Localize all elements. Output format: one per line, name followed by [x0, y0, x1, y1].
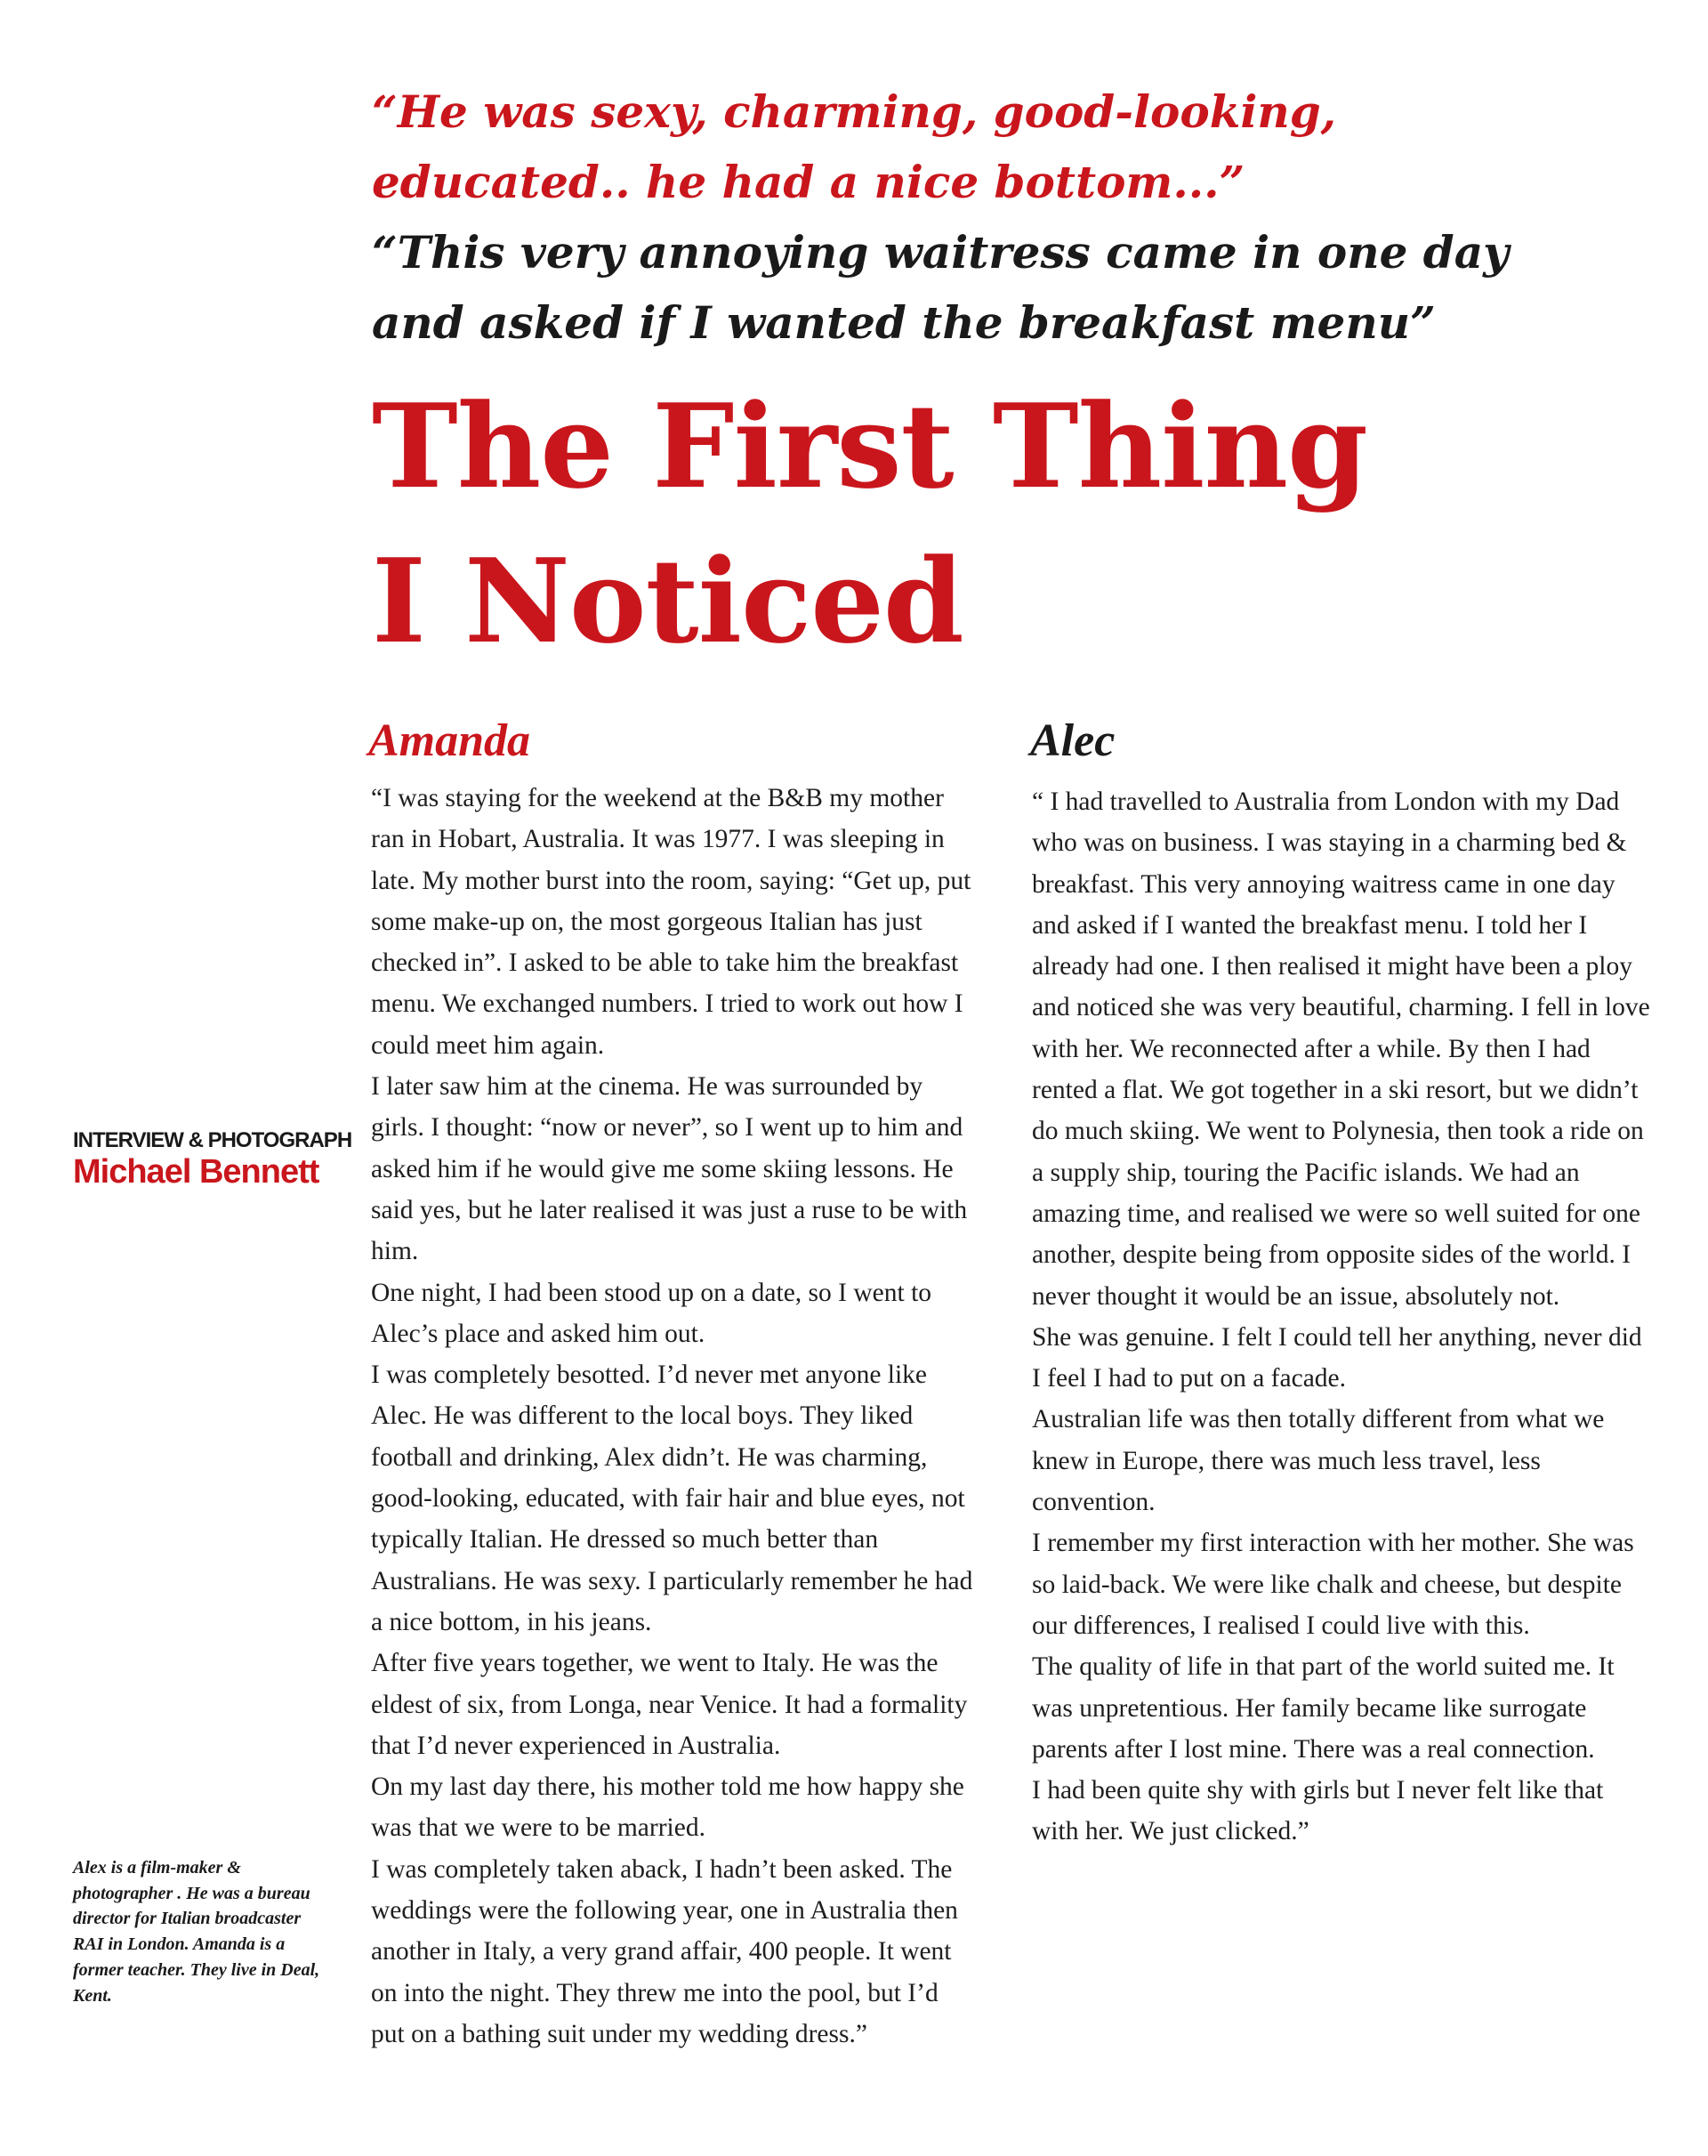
credit-name: Michael Bennett	[73, 1153, 319, 1191]
column-heading-amanda: Amanda	[368, 715, 531, 766]
column-body-alec: “ I had travelled to Australia from London with my Dad who was on business. I was staying in a charming bed & breakfast. This very annoying waitress came in one day and asked if I wanted the breakfast menu. I told her I already had one. I then realised it might have been a ploy and noticed she was very beautiful, charming. I fell in love with her. We reconnected after a while. By then I had rented a flat. We got together in a ski resort, but we didn’t do much skiing. We went to Polynesia, then took a ride on a supply ship, touring the Pacific islands. We had an amazing time, and realised we were so well suited for one another, despite being from opposite sides of the world. I never thought it would be an issue, absolutely not. She was genuine. I felt I could tell her anything, never did I feel I had to put on a facade. Australian life was then totally different from what we knew in Europe, there was much less travel, less convention. I remember my first interaction with her mother. She was so laid-back. We were like chalk and cheese, but despite our differences, I realised I could live with this. The quality of life in that part of the world suited me. It was unpretentious. Her family became like surrogate parents after I lost mine. There was a real connection. I had been quite shy with girls but I never felt like that with her. We just clicked.”	[1032, 787, 1650, 1846]
bio-caption: Alex is a film-maker & photographer . He was a bureau director for Italian broadcaster RAI in London. Amanda is a former teacher. They live in Deal, Kent.	[73, 1858, 320, 2006]
headline: The First Thing I Noticed	[372, 378, 1367, 669]
pull-quote-amanda: “He was sexy, charming, good-looking, educated.. he had a nice bottom...”	[372, 85, 1337, 208]
column-body-amanda: “I was staying for the weekend at the B&B my mother ran in Hobart, Australia. It was 1977. I was sleeping in late. My mother burst into the room, saying: “Get up, put some make-up on, the most gorgeous Italian has just checked in”. I asked to be able to take him the breakfast menu. We exchanged numbers. I tried to work out how I could meet him again. I later saw him at the cinema. He was surrounded by girls. I thought: “now or never”, so I went up to him and asked him if he would give me some skiing lessons. He said yes, but he later realised it was just a ruse to be with him. One night, I had been stood up on a date, so I went to Alec’s place and asked him out. I was completely besotted. I’d never met anyone like Alec. He was different to the local boys. They liked football and drinking, Alex didn’t. He was charming, good-looking, educated, with fair hair and blue eyes, not typically Italian. He dressed so much better than Australians. He was sexy. I particularly remember he had a nice bottom, in his jeans. After five years together, we went to Italy. He was the eldest of six, from Longa, near Venice. It had a formality that I’d never experienced in Australia. On my last day there, his mother told me how happy she was that we were to be married. I was completely taken aback, I hadn’t been asked. The weddings were the following year, one in Australia then another in Italy, a very grand affair, 400 people. It went on into the night. They threw me into the pool, but I’d put on a bathing suit under my wedding dress.”	[371, 784, 973, 2048]
column-heading-alec: Alec	[1030, 715, 1116, 766]
credit-label: INTERVIEW & PHOTOGRAPH	[73, 1128, 352, 1152]
pull-quote-alec: “This very annoying waitress came in one day and asked if I wanted the breakfast menu”	[372, 226, 1510, 349]
